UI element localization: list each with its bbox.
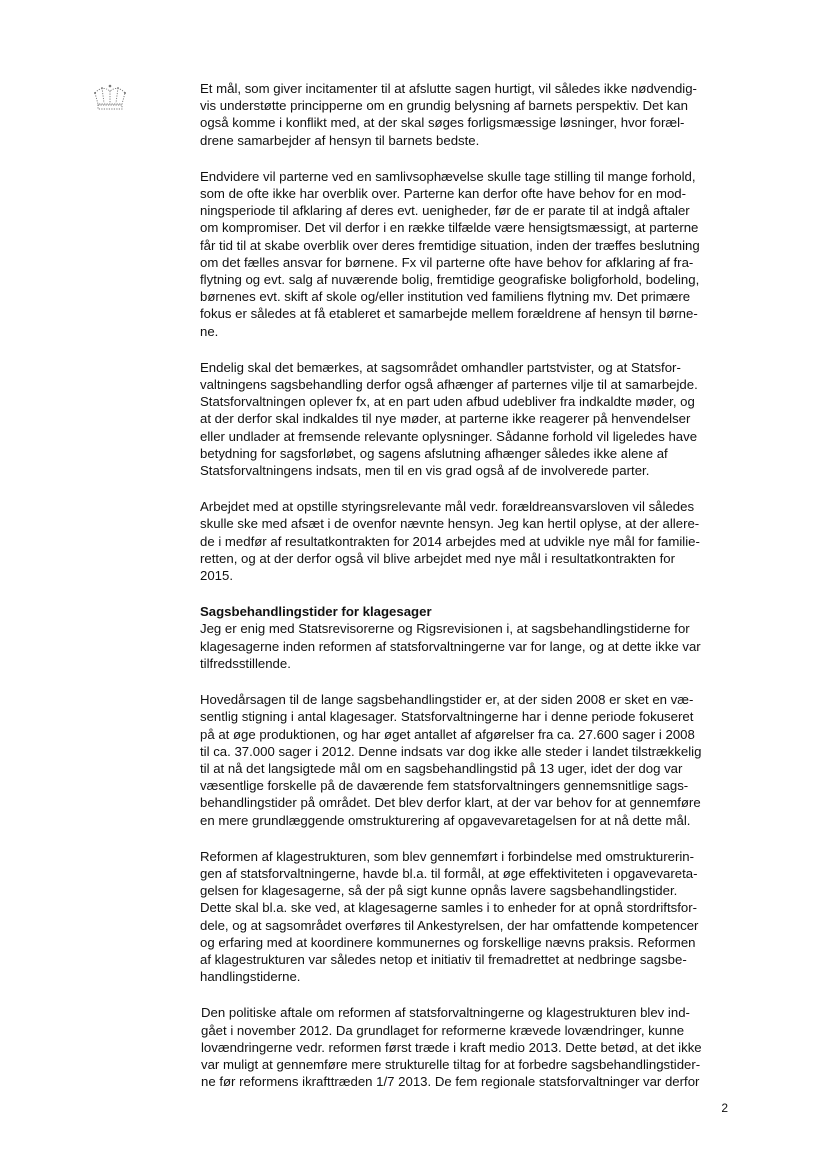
text-line: Dette skal bl.a. ske ved, at klagesagerne samles i to enheder for at opnå stordriftsfor- [200, 900, 697, 916]
text-line: ningsperiode til afklaring af deres evt. uenigheder, før de er parate til at indgå aftaler [200, 203, 690, 219]
text-line: flytning og evt. salg af nuværende bolig, fremtidige geografiske boligforhold, bodeling, [200, 272, 700, 288]
paragraph [200, 359, 740, 479]
text-line: sentlig stigning i antal klagesager. Statsforvaltningerne har i denne periode fokuseret [200, 709, 694, 725]
text-line: lovændringerne vedr. reformen først træde i kraft medio 2013. Dette betød, at det ikke [201, 1039, 702, 1055]
text-line: retten, og at der derfor også vil blive arbejdet med nye mål i resultatkontrakten for [200, 550, 675, 566]
text-line: skulle ske med afsæt i de ovenfor nævnte hensyn. Jeg kan hertil oplyse, at der allere- [200, 516, 700, 532]
paragraph [200, 1004, 740, 1090]
text-line: til at nå det langsigtede mål om en sagsbehandlingstid på 13 uger, idet der dog var [200, 760, 683, 776]
text-line: Et mål, som giver incitamenter til at afslutte sagen hurtigt, vil således ikke nødvendig- [200, 81, 697, 96]
text-line: som de ofte ikke har overblik over. Parterne kan derfor ofte have behov for en mod- [200, 186, 686, 202]
text-line: Jeg er enig med Statsrevisorerne og Rigsrevisionen i, at sagsbehandlingstiderne for [200, 621, 690, 637]
text-line: ne før reformens ikrafttræden 1/7 2013. De fem regionale statsforvaltninger var derfor [201, 1074, 700, 1090]
letter-body [200, 80, 740, 1109]
text-line: Statsforvaltningen oplever fx, at en part uden afbud udebliver fra indkaldte møder, og [200, 394, 695, 410]
paragraph [200, 498, 740, 584]
text-line: på at øge produktionen, og har øget antallet af afgørelser fra ca. 27.600 sager i 2008 [200, 726, 695, 742]
paragraph [200, 603, 740, 672]
text-line: gået i november 2012. Da grundlaget for reformerne krævede lovændringer, kunne [201, 1022, 685, 1038]
text-line: behandlingstider på området. Det blev derfor klart, at der var behov for at gennemføre [200, 795, 701, 811]
text-line: Endelig skal det bemærkes, at sagsområdet omhandler partstvister, og at Statsfor- [200, 359, 681, 375]
text-line: vis understøtte principperne om en grundig belysning af barnets perspektiv. Det kan [200, 98, 688, 114]
text-line: ne. [200, 323, 219, 339]
crown-logo-icon [91, 83, 129, 113]
text-line: børnenes evt. skift af skole og/eller institution ved familiens flytning mv. Det primære [200, 289, 691, 305]
text-line: betydning for sagsforløbet, og sagens afslutning afhænger således ikke alene af [200, 445, 668, 461]
text-line: Reformen af klagestrukturen, som blev gennemført i forbindelse med omstrukturerin- [200, 848, 695, 864]
text-line: dele, og at sagsområdet overføres til Ankestyrelsen, der har omfattende kompetencer [200, 917, 699, 933]
text-line: gelsen for klagesagerne, så der på sigt kunne opnås lavere sagsbehandlingstider. [200, 883, 678, 899]
text-line: til ca. 37.000 sager i 2012. Denne indsats var dog ikke alle steder i landet tilstrækkelig [200, 743, 702, 759]
text-line: Den politiske aftale om reformen af statsforvaltningerne og klagestrukturen blev ind- [201, 1005, 690, 1021]
text-line: om kompromiser. Det vil derfor i en række tilfælde være hensigtsmæssigt, at parterne [200, 220, 699, 236]
text-line: gen af statsforvaltningerne, havde bl.a. til formål, at øge effektiviteten i opgavevareta- [200, 865, 698, 881]
text-line: valtningens sagsbehandling derfor også afhænger af parternes vilje til at samarbejde. [200, 377, 698, 393]
text-line: eller undlader at fremsende relevante oplysninger. Sådanne forhold vil ligeledes have [200, 428, 698, 444]
text-line: Hovedårsagen til de lange sagsbehandlingstider er, at der siden 2008 er sket en væ- [200, 692, 694, 708]
text-line: om det fælles ansvar for børnene. Fx vil parterne ofte have behov for afklaring af fra- [200, 254, 694, 270]
text-line: Arbejdet med at opstille styringsrelevante mål vedr. forældreansvarsloven vil således [200, 499, 695, 515]
text-line: handlingstiderne. [200, 969, 301, 985]
text-line: fokus er således at få etableret et samarbejde mellem forældrene af hensyn til børne- [200, 306, 698, 322]
text-line: væsentlige forskelle på de daværende fem statsforvaltningers gennemsnitlige sags- [200, 778, 689, 794]
text-line: var muligt at gennemføre mere strukturelle tiltag for at forbedre sagsbehandlingstider- [201, 1056, 701, 1072]
text-line: klagesagerne inden reformen af statsforvaltningerne var for lange, og at dette ikke var [200, 638, 701, 654]
text-line: at der derfor skal indkaldes til nye møder, at parterne ikke reagerer på henvendelser [200, 411, 691, 427]
text-line: 2015. [200, 568, 234, 584]
text-line: de i medfør af resultatkontrakten for 2014 arbejdes med at udvikle nye mål for familie- [200, 533, 700, 549]
paragraph [200, 80, 740, 149]
paragraph [200, 691, 740, 829]
section-heading: Sagsbehandlingstider for klagesager [200, 604, 432, 620]
text-line: Statsforvaltningens indsats, men til en vis grad også af de involverede parter. [200, 463, 650, 479]
paragraph [200, 168, 740, 340]
text-line: tilfredsstillende. [200, 655, 291, 671]
text-line: drene samarbejder af hensyn til barnets bedste. [200, 132, 480, 148]
paragraph [200, 848, 740, 986]
page-number: 2 [721, 1101, 728, 1115]
text-line: af klagestrukturen var således netop et initiativ til fremadrettet at nedbringe sagsbe- [200, 951, 687, 967]
text-line: får tid til at skabe overblik over deres fremtidige situation, inden der træffes beslutning [200, 237, 700, 253]
text-line: en mere grundlæggende omstrukturering af opgavevaretagelsen for at nå dette mål. [200, 812, 691, 828]
text-line: også komme i konflikt med, at der skal søges forligsmæssige løsninger, hvor foræl- [200, 115, 685, 131]
text-line: Endvidere vil parterne ved en samlivsophævelse skulle tage stilling til mange forhold, [200, 168, 696, 184]
text-line: og erfaring med at koordinere kommunernes og forskellige nævns praksis. Reformen [200, 934, 696, 950]
